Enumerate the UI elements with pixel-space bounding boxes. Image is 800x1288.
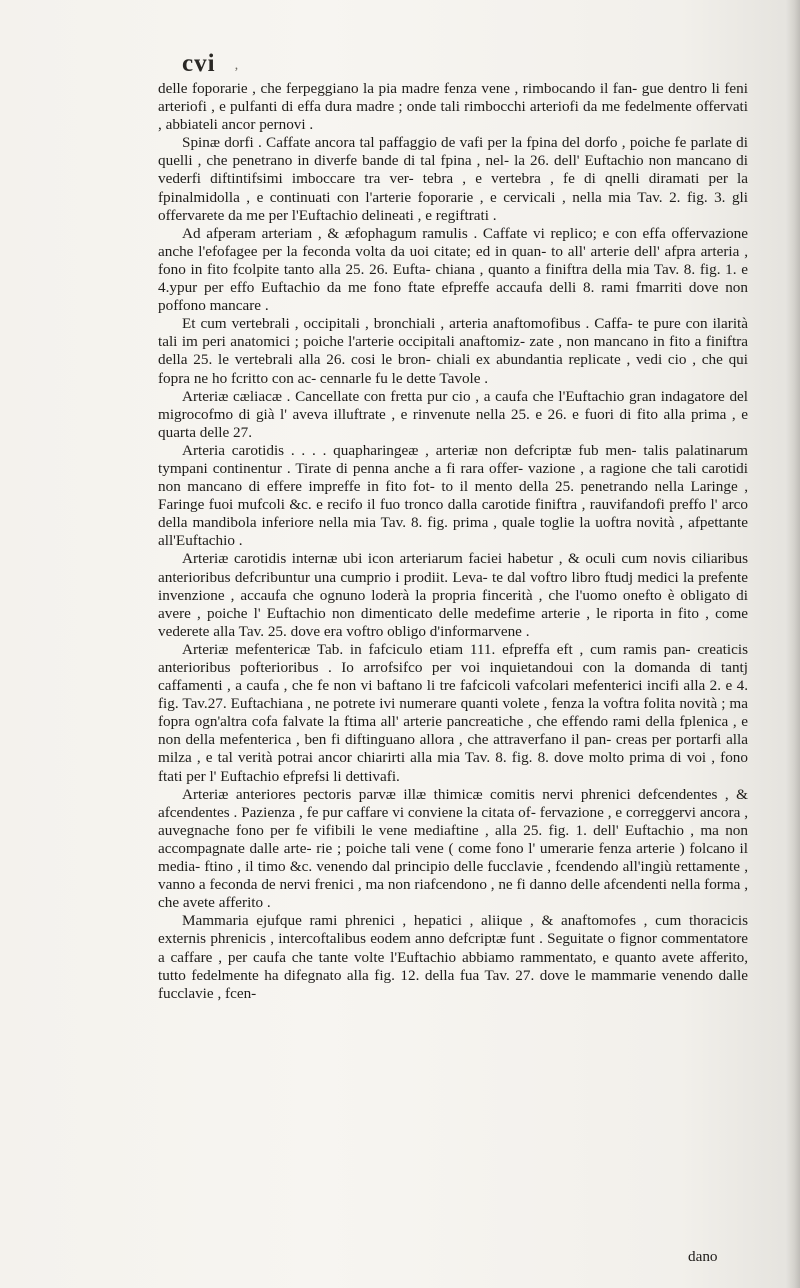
- paragraph-5: Arteriæ cæliacæ . Cancellate con fretta pur cio , a caufa che l'Euftachio gran indagatore del migrocofmo di già l' aveva illuftrate , e rinvenute nella 25. e 26. e fuori di fito alla prima , e quarta delle 27.: [158, 387, 748, 441]
- paragraph-10: Mammaria ejufque rami phrenici , hepatici , aliique , & anaftomofes , cum thoracicis externis phrenicis , intercoftalibus eodem anno defcriptæ funt . Seguitate o fignor commentatore a caffare , per caufa che tante volte l'Euftachio abbiamo rammentato, e quanto avete afferito, tutto fedelmente ha difegnato alla fig. 12. della fua Tav. 27. dove le mammarie venendo dalle fucclavie , fcen-: [158, 912, 748, 1002]
- paragraph-7: Arteriæ carotidis internæ ubi icon arteriarum faciei habetur , & oculi cum novis ciliaribus anterioribus defcribuntur una cumprio i prodiit. Leva- te dal voftro libro ftudj medici la prefente invenzione , accaufa che ognuno loderà la propria fincerità , che l'uomo onefto è obligato di avere , poiche l' Euftachio non dimenticato delle medefime arterie , le riporta in fito , come vederete alla Tav. 25. dove era voftro obligo d'informarvene .: [158, 550, 748, 640]
- paragraph-2: Spinæ dorfi . Caffate ancora tal paffaggio de vafi per la fpina del dorfo , poiche fe parlate di quelli , che penetrano in diverfe bande di tal fpina , nel- la 26. dell' Euftachio non mancano di vederfi diftintifsimi imboccare tra ver- tebra , e vertebra , fe di qnelli diramati per la fpinalmidolla , e continuati con l'arterie foporarie , e cervicali , nella mia Tav. 2. fig. 3. gli offervarete da me per l'Euftachio delineati , e regiftrati .: [158, 134, 748, 224]
- page-number: cvi: [182, 50, 216, 77]
- page-edge-shadow: [786, 0, 800, 1288]
- catchword: dano: [688, 1248, 718, 1265]
- paragraph-1: delle foporarie , che ferpeggiano la pia madre fenza vene , rimbocando il fan- gue dentro li feni arteriofi , e pulfanti di effa dura madre ; onde tali rimbocchi arteriofi da me fedelmente offervati , abbiateli ancor pernovi .: [158, 80, 748, 134]
- paragraph-8: Arteriæ mefentericæ Tab. in fafciculo etiam 111. efpreffa eft , cum ramis pan- creaticis anterioribus pofterioribus . Io arrofsifco per voi inquietandoui con la domanda di tantj caffamenti , a caufa , che fe non vi baftano li tre fafcicoli vafcolari mefenterici incifi alla 2. e 4. fig. Tav.27. Euftachiana , ne potrete ivi numerare quanti volete , fenza la voftra folita novità ; ma fopra ogn'altra cofa falvate la ftima all' arterie pancreatiche , che effendo rami della fplenica , e non della mefenterica , ben fi diftinguano allora , che attraverfano il pan- creas per portarfi alla milza , e tal verità potrai ancor chiarirti alla mia Tav. 8. fig. 8. dove molto prima di voi , fono ftati per l' Euftachio efprefsi li dettivafi.: [158, 640, 748, 785]
- body-text: [158, 80, 748, 1003]
- paragraph-6: Arteria carotidis . . . . quapharingeæ , arteriæ non defcriptæ fub men- talis palatinarum tympani continentur . Tirate di penna anche a fi rara offer- vazione , a ragione che tali carotidi non mancano di effere impreffe in fito fot- to il mento della 25. penetrando nella Laringe , Faringe fuoi mufcoli &c. e recifo il fuo tronco dalla carotide finiftra , rauvifandofi preffo l' arco della mandibola inferiore nella mia Tav. 8. fig. prima , quale toglie la uoftra novità , afpettante all'Euftachio .: [158, 441, 748, 550]
- paragraph-9: Arteriæ anteriores pectoris parvæ illæ thimicæ comitis nervi phrenici defcendentes , & afcendentes . Pazienza , fe pur caffare vi conviene la citata of- fervazione , e correggervi ancora , auvegnache fono per fe vifibili le vene mediaftine , alla 25. fig. 1. dell' Euftachio , ma non accompagnate dalle arte- rie ; poiche tali vene ( come fono l' umerarie fenza arterie ) folcano il media- ftino , il timo &c. venendo dal principio delle fucclavie , fcendendo all'ingiù rettamente , vanno a feconda de nervi frenici , ma non riafcendono , ne fi danno delle afcendenti nella forma , che avete afferito .: [158, 785, 748, 912]
- paragraph-3: Ad afperam arteriam , & æfophagum ramulis . Caffate vi replico; e con effa offervazione anche l'efofagee per la feconda volta da uoi citate; ed in quan- to all' arterie dell' afpra arteria , fono in fito fcolpite tanto alla 25. 26. Eufta- chiana , quanto a finiftra della mia Tav. 8. fig. 1. e 4.ypur per effo Euftachio da me fono ftate efpreffe accaufa delli 8. rami fmarriti dove non poffono mancare .: [158, 224, 748, 315]
- paragraph-4: Et cum vertebrali , occipitali , bronchiali , arteria anaftomofibus . Caffa- te pure con ilarità tali im peri anatomici ; poiche l'arterie occipitali anaftomiz- zate , non mancano in fito a finiftra della 25. le vertebrali alla 26. cosi le bron- chiali ex abundantia replicate , vedi cio , che qui fopra ne ho fcritto con ac- cennarle fu le dette Tavole .: [158, 315, 748, 387]
- ink-mark: ‚: [234, 58, 239, 73]
